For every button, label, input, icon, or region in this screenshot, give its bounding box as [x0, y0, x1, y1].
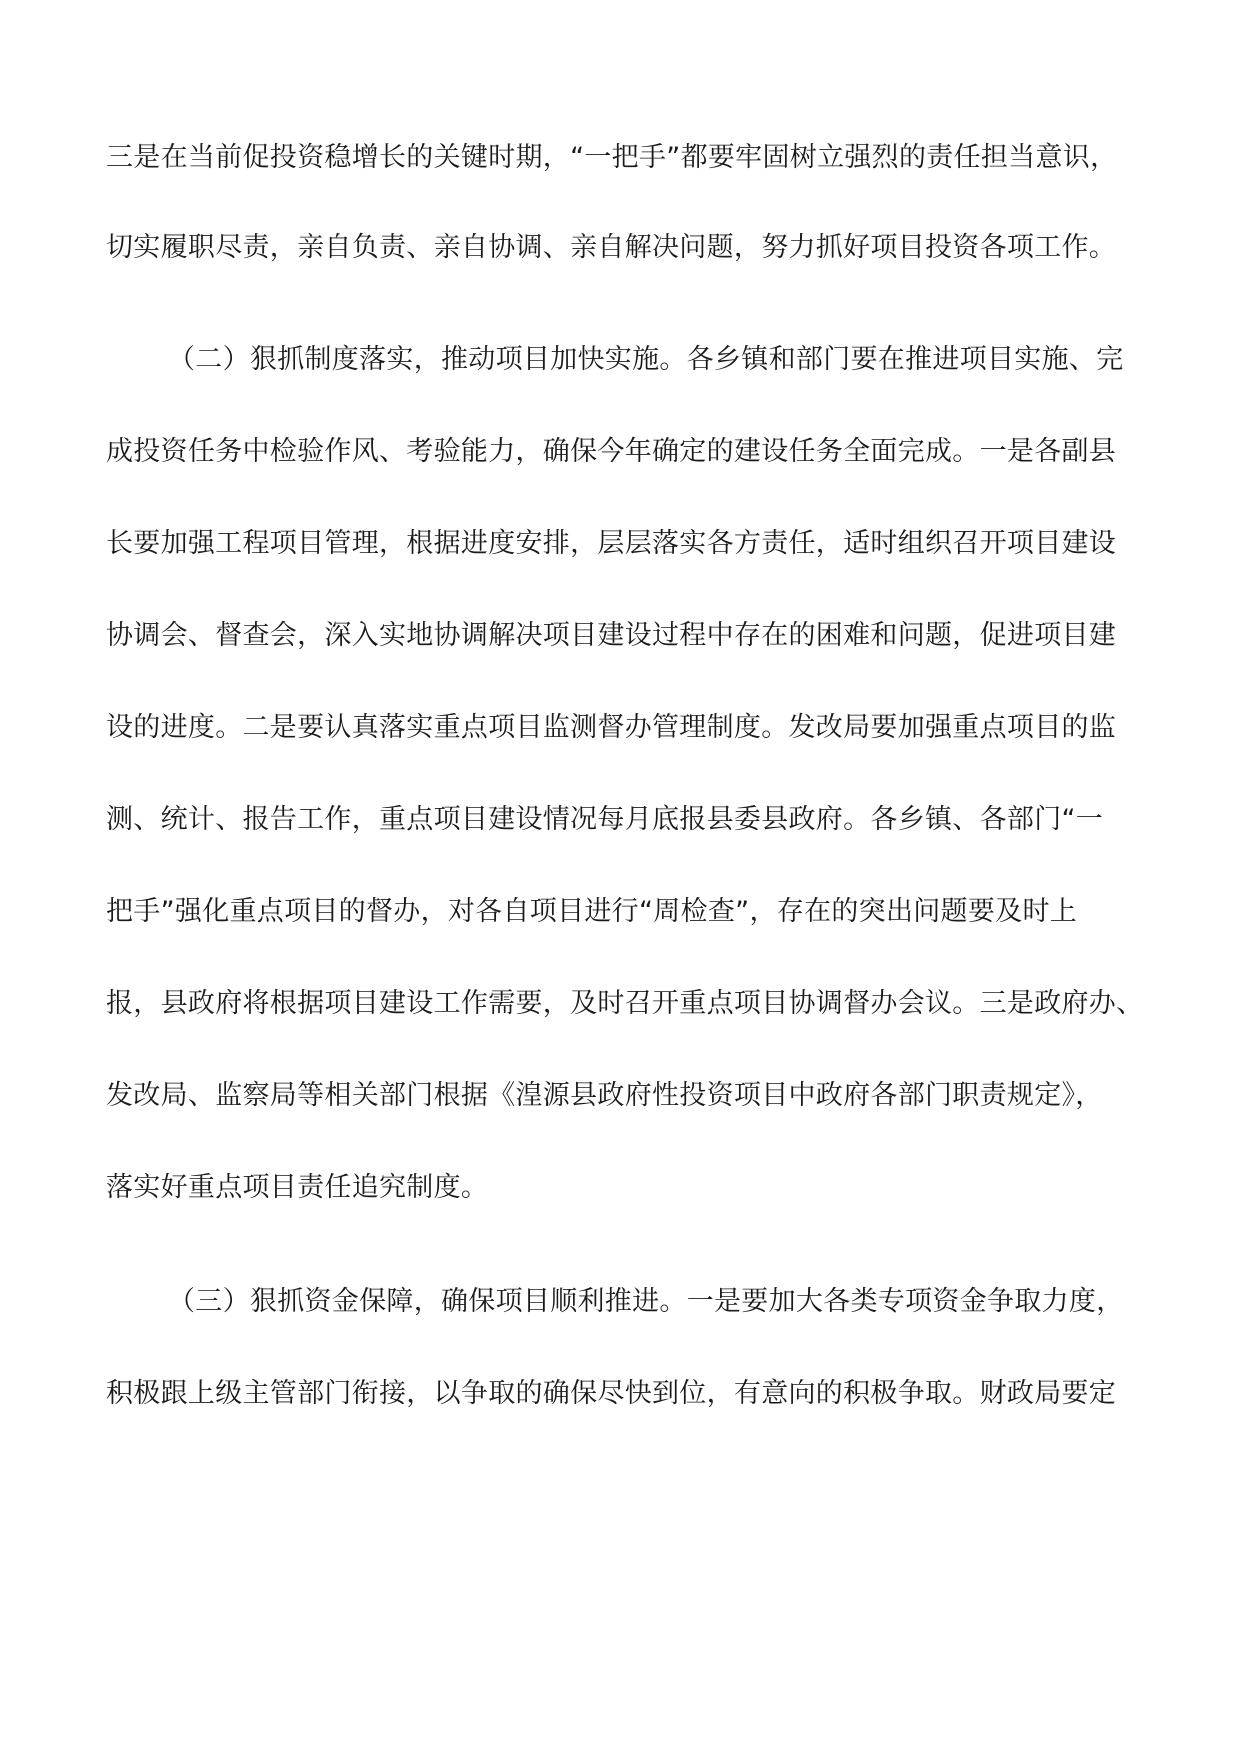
text-line: 测、统计、报告工作，重点项目建设情况每月底报县委县政府。各乡镇、各部门“一	[106, 804, 1104, 835]
text-line: 长要加强工程项目管理，根据进度安排，层层落实各方责任，适时组织召开项目建设	[106, 528, 1117, 559]
text-line: 成投资任务中检验作风、考验能力，确保今年确定的建设任务全面完成。一是各副县	[106, 436, 1117, 467]
text-line: 报，县政府将根据项目建设工作需要，及时召开重点项目协调督办会议。三是政府办、	[106, 988, 1144, 1019]
text-line: 落实好重点项目责任追究制度。	[106, 1172, 489, 1203]
paragraph-heading-2: （二）狠抓制度落实，推动项目加快实施。各乡镇和部门要在推进项目实施、完	[168, 344, 1124, 375]
text-line: 设的进度。二是要认真落实重点项目监测督办管理制度。发改局要加强重点项目的监	[106, 712, 1117, 743]
text-line: 切实履职尽责，亲自负责、亲自协调、亲自解决问题，努力抓好项目投资各项工作。	[106, 232, 1117, 263]
paragraph-heading-3: （三）狠抓资金保障，确保项目顺利推进。一是要加大各类专项资金争取力度，	[168, 1286, 1124, 1317]
text-line: 把手”强化重点项目的督办，对各自项目进行“周检查”，存在的突出问题要及时上	[106, 896, 1078, 927]
text-line: 发改局、监察局等相关部门根据《湟源县政府性投资项目中政府各部门职责规定》，	[106, 1080, 1103, 1111]
text-line: 积极跟上级主管部门衔接，以争取的确保尽快到位，有意向的积极争取。财政局要定	[106, 1378, 1117, 1409]
text-line: 三是在当前促投资稳增长的关键时期，“一把手”都要牢固树立强烈的责任担当意识，	[106, 142, 1118, 173]
text-line: 协调会、督查会，深入实地协调解决项目建设过程中存在的困难和问题，促进项目建	[106, 620, 1117, 651]
